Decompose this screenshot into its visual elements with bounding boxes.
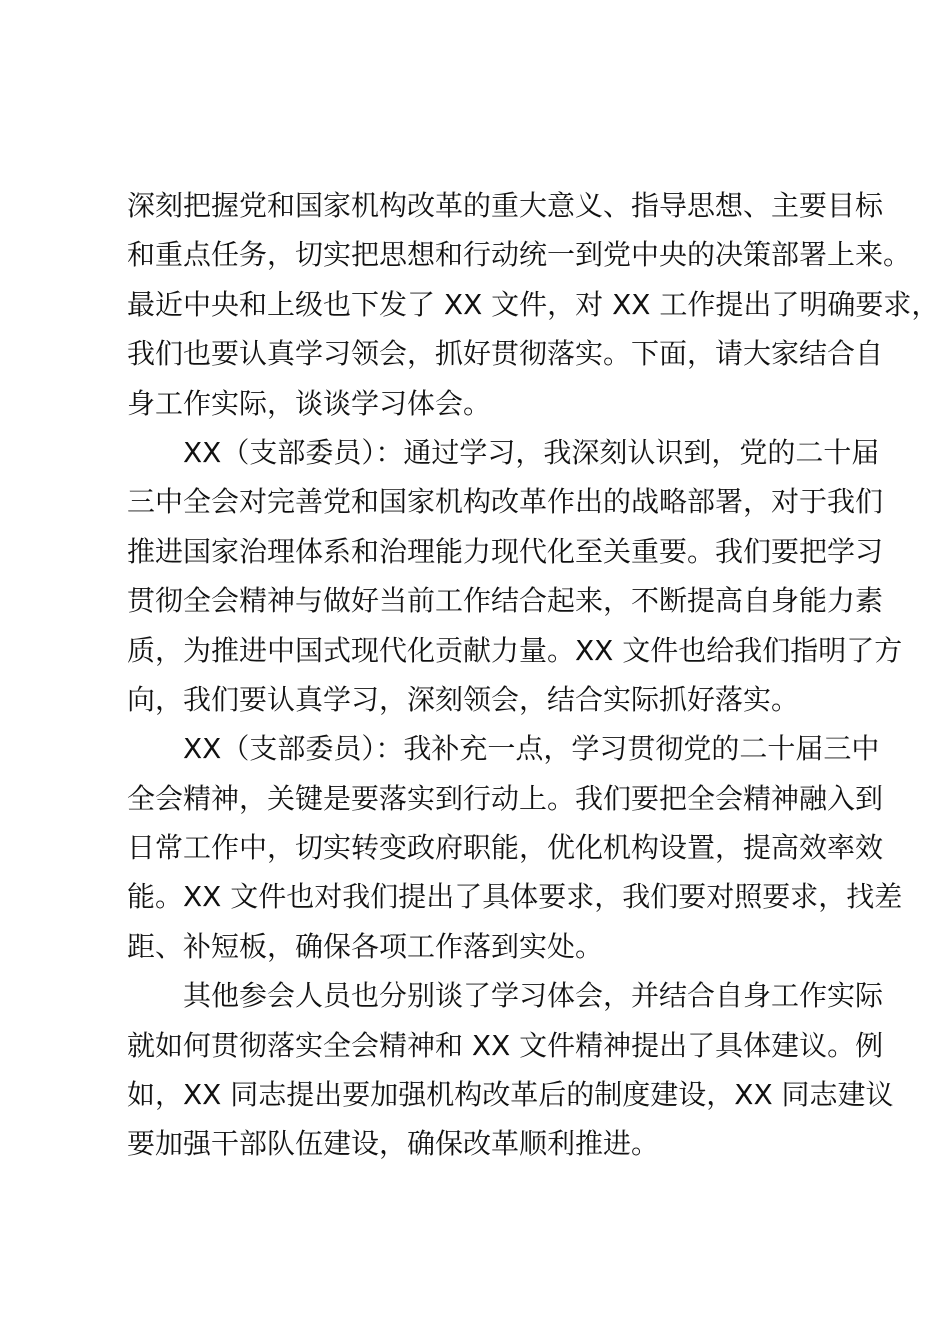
text-line: 深刻把握党和国家机构改革的重大意义、指导思想、主要目标 xyxy=(127,189,884,222)
text-line: 最近中央和上级也下发了 XX 文件，对 XX 工作提出了明确要求， xyxy=(127,287,940,321)
paragraph-2 xyxy=(127,428,903,724)
text-line: 向，我们要认真学习，深刻领会，结合实际抓好落实。 xyxy=(127,682,800,716)
text-line: 推进国家治理体系和治理能力现代化至关重要。我们要把学习 xyxy=(127,534,884,568)
text-line: 日常工作中，切实转变政府职能，优化机构设置，提高效率效 xyxy=(127,831,884,865)
text-line: 我们也要认真学习领会，抓好贯彻落实。下面，请大家结合自 xyxy=(127,337,884,371)
text-line: 其他参会人员也分别谈了学习体会，并结合自身工作实际 xyxy=(183,979,884,1013)
text-line: 质，为推进中国式现代化贡献力量。XX 文件也给我们指明了方 xyxy=(127,633,903,667)
text-line: 三中全会对完善党和国家机构改革作出的战略部署，对于我们 xyxy=(127,485,884,519)
text-line: 能。XX 文件也对我们提出了具体要求，我们要对照要求，找差 xyxy=(127,880,903,914)
text-line: 全会精神，关键是要落实到行动上。我们要把全会精神融入到 xyxy=(127,781,884,815)
paragraph-4 xyxy=(127,971,894,1169)
paragraph-1 xyxy=(127,181,940,428)
text-line: 要加强干部队伍建设，确保改革顺利推进。 xyxy=(127,1127,660,1161)
text-line: 身工作实际，谈谈学习体会。 xyxy=(127,386,492,420)
text-line: 距、补短板，确保各项工作落到实处。 xyxy=(127,929,604,963)
text-line: 如，XX 同志提出要加强机构改革后的制度建设，XX 同志建议 xyxy=(127,1078,894,1112)
text-line: XX（支部委员）：我补充一点，学习贯彻党的二十届三中 xyxy=(183,732,880,766)
paragraph-3 xyxy=(127,724,903,971)
text-line: 就如何贯彻落实全会精神和 XX 文件精神提出了具体建议。例 xyxy=(127,1028,884,1062)
text-line: 和重点任务，切实把思想和行动统一到党中央的决策部署上来。 xyxy=(127,238,912,272)
text-line: XX（支部委员）：通过学习，我深刻认识到，党的二十届 xyxy=(183,435,880,469)
text-line: 贯彻全会精神与做好当前工作结合起来，不断提高自身能力素 xyxy=(127,584,884,618)
document-body xyxy=(127,181,940,1169)
